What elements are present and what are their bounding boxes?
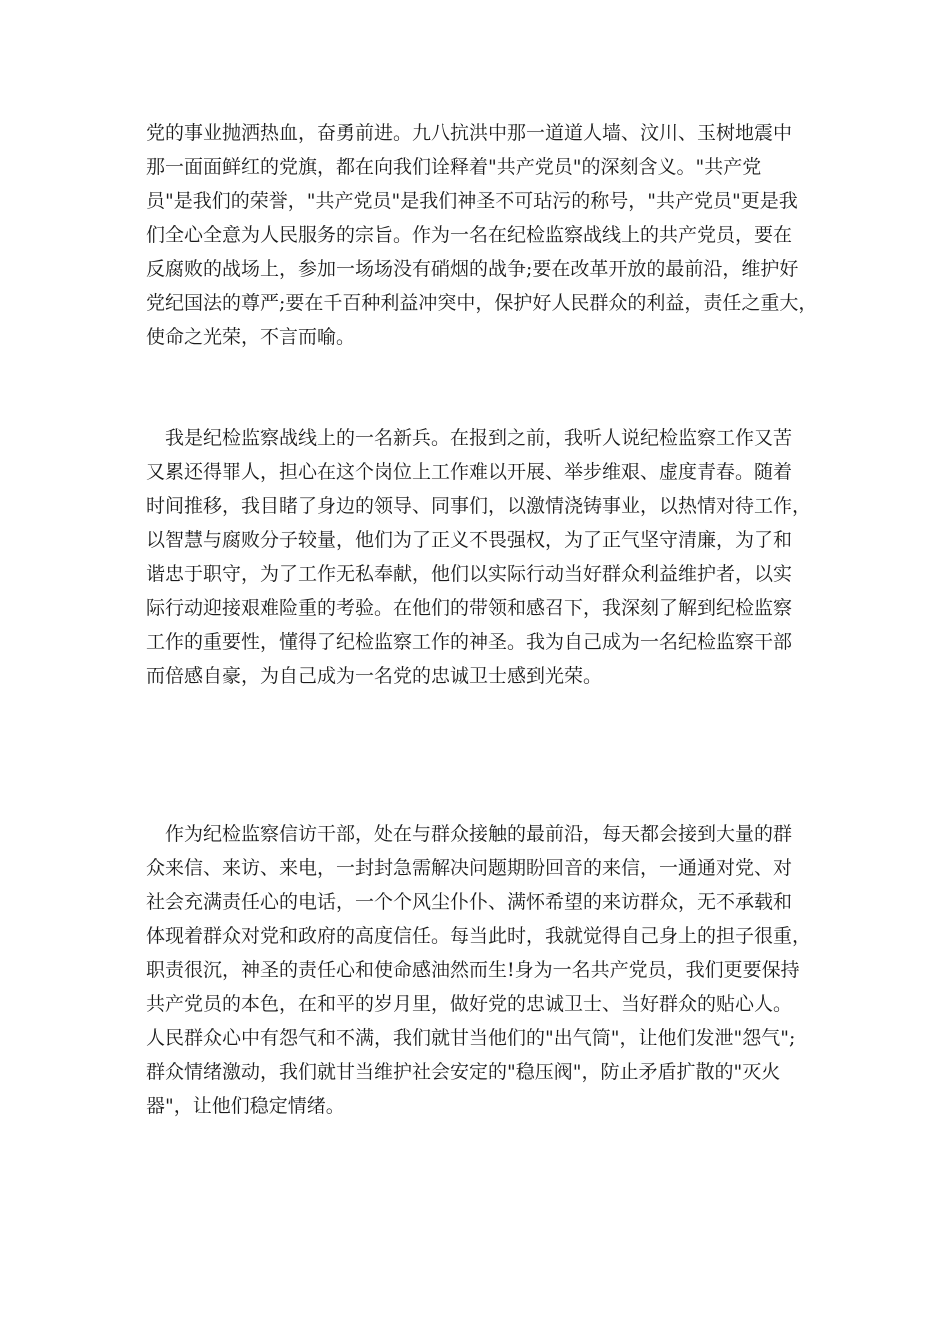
text-line: 我是纪检监察战线上的一名新兵。在报到之前，我听人说纪检监察工作又苦: [146, 427, 793, 449]
text-line: 而倍感自豪，为自己成为一名党的忠诚卫士感到光荣。: [146, 665, 603, 687]
text-line: 器"，让他们稳定情绪。: [146, 1095, 345, 1117]
text-line: 共产党员的本色，在和平的岁月里，做好党的忠诚卫士、当好群众的贴心人。: [146, 993, 793, 1015]
text-line: 工作的重要性，懂得了纪检监察工作的神圣。我为自己成为一名纪检监察干部: [146, 631, 793, 653]
text-line: 人民群众心中有怨气和不满，我们就甘当他们的"出气筒"，让他们发泄"怨气";: [146, 1027, 796, 1049]
text-line: 以智慧与腐败分子较量，他们为了正义不畏强权，为了正气坚守清廉，为了和: [146, 529, 793, 551]
paragraph-1: [146, 116, 826, 354]
text-line: 作为纪检监察信访干部，处在与群众接触的最前沿，每天都会接到大量的群: [146, 823, 793, 845]
text-line: 时间推移，我目睹了身边的领导、同事们，以激情浇铸事业，以热情对待工作，: [146, 495, 812, 517]
text-line: 又累还得罪人，担心在这个岗位上工作难以开展、举步维艰、虚度青春。随着: [146, 461, 793, 483]
text-line: 党的事业抛洒热血，奋勇前进。九八抗洪中那一道道人墙、汶川、玉树地震中: [146, 122, 793, 144]
paragraph-2: [146, 421, 826, 693]
text-line: 群众情绪激动，我们就甘当维护社会安定的"稳压阀"，防止矛盾扩散的"灭火: [146, 1061, 781, 1083]
text-line: 们全心全意为人民服务的宗旨。作为一名在纪检监察战线上的共产党员，要在: [146, 224, 793, 246]
paragraph-3: [146, 817, 826, 1123]
text-line: 反腐败的战场上，参加一场场没有硝烟的战争;要在改革开放的最前沿，维护好: [146, 258, 799, 280]
text-line: 际行动迎接艰难险重的考验。在他们的带领和感召下，我深刻了解到纪检监察: [146, 597, 793, 619]
text-line: 党纪国法的尊严;要在千百种利益冲突中，保护好人民群众的利益，责任之重大，: [146, 292, 818, 314]
text-line: 谐忠于职守，为了工作无私奉献，他们以实际行动当好群众利益维护者，以实: [146, 563, 793, 585]
text-line: 众来信、来访、来电，一封封急需解决问题期盼回音的来信，一通通对党、对: [146, 857, 793, 879]
text-line: 那一面面鲜红的党旗，都在向我们诠释着"共产党员"的深刻含义。"共产党: [146, 156, 762, 178]
text-line: 员"是我们的荣誉，"共产党员"是我们神圣不可玷污的称号，"共产党员"更是我: [146, 190, 798, 212]
text-line: 职责很沉，神圣的责任心和使命感油然而生!身为一名共产党员，我们更要保持: [146, 959, 800, 981]
text-line: 使命之光荣，不言而喻。: [146, 326, 356, 348]
text-line: 体现着群众对党和政府的高度信任。每当此时，我就觉得自己身上的担子很重，: [146, 925, 812, 947]
text-line: 社会充满责任心的电话，一个个风尘仆仆、满怀希望的来访群众，无不承载和: [146, 891, 793, 913]
